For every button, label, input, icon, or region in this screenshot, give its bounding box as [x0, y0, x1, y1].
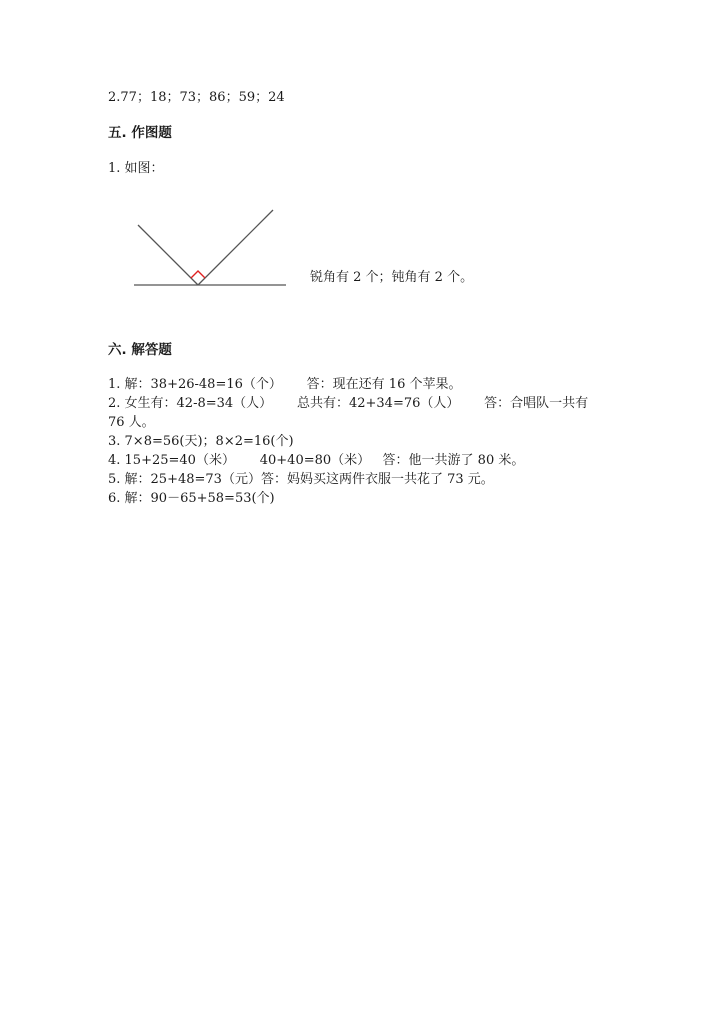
right-ray: [198, 210, 273, 285]
answer-line-6: 6. 解：90－65+58=53(个): [108, 491, 275, 506]
right-angle-mark: [191, 271, 205, 278]
figure-caption: 锐角有 2 个；钝角有 2 个。: [310, 270, 474, 285]
section5-heading: 五. 作图题: [108, 125, 172, 141]
answer-line-1: 1. 解：38+26-48=16（个） 答：现在还有 16 个苹果。: [108, 377, 462, 392]
left-ray: [138, 225, 198, 285]
answer-line-5: 5. 解：25+48=73（元）答：妈妈买这两件衣服一共花了 73 元。: [108, 472, 494, 487]
answer-line-2: 2. 女生有：42-8=34（人） 总共有：42+34=76（人） 答：合唱队一共有: [108, 396, 589, 411]
answer-line-2-cont: 76 人。: [108, 415, 155, 430]
answer-line-4: 4. 15+25=40（米） 40+40=80（米） 答：他一共游了 80 米。: [108, 453, 525, 468]
answer-line-3: 3. 7×8=56(天)；8×2=16(个): [108, 434, 294, 449]
section6-heading: 六. 解答题: [108, 342, 172, 358]
top-answer-line: 2.77；18；73；86；59；24: [108, 90, 285, 105]
section5-item1-label: 1. 如图：: [108, 161, 164, 176]
